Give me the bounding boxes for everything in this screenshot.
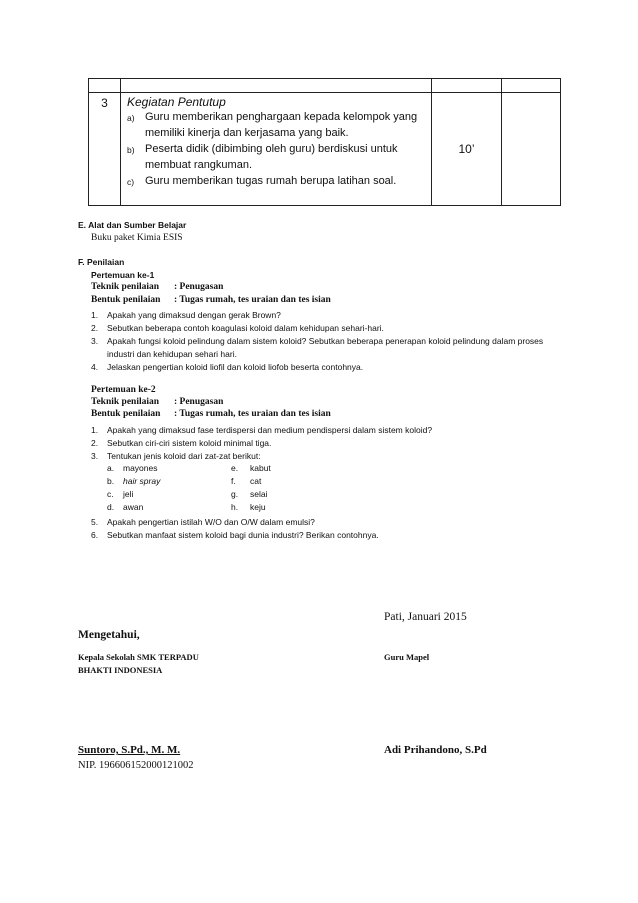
substance-letter: g. — [231, 489, 239, 499]
question-item — [91, 335, 561, 361]
substance-letter: h. — [231, 502, 239, 512]
activity-cell — [121, 93, 432, 206]
table-header-cell — [121, 79, 432, 93]
substance-letter: a. — [107, 463, 115, 473]
substance-letter: b. — [107, 476, 115, 486]
table-header-cell — [89, 79, 121, 93]
notes-cell — [502, 93, 561, 206]
meeting1-technique-label: Teknik penilaian — [91, 282, 160, 292]
meeting2-form-value: : Tugas rumah, tes uraian dan tes isian — [174, 409, 331, 419]
place-date: Pati, Januari 2015 — [384, 611, 467, 623]
substance-letter: f. — [231, 476, 236, 486]
question-number: 2. — [91, 323, 99, 333]
substance-name: jeli — [123, 489, 134, 499]
question-item — [91, 516, 561, 529]
substance-name: hair spray — [123, 476, 161, 486]
time-cell: 10’ — [432, 93, 502, 206]
meeting2-form-label: Bentuk penilaian — [91, 409, 161, 419]
meeting2-title: Pertemuan ke-2 — [91, 385, 156, 395]
question-number: 3. — [91, 451, 99, 461]
activity-item — [127, 142, 423, 173]
activity-text: Peserta didik (dibimbing oleh guru) berdiskusi untuk membuat rangkuman. — [145, 143, 398, 171]
question-text: Apakah fungsi koloid pelindung dalam sistem koloid? Sebutkan beberapa penerapan koloid pelindung dalam proses industri dan kehidupan sehari hari. — [107, 336, 544, 359]
activity-letter: b) — [127, 145, 135, 155]
question-text: Apakah yang dimaksud fase terdispersi dan medium pendispersi dalam sistem koloid? — [107, 425, 433, 435]
principal-nip: NIP. 196606152000121002 — [78, 760, 194, 771]
question-item — [91, 322, 561, 335]
meeting1-title: Pertemuan ke-1 — [91, 270, 155, 280]
question-text: Sebutkan ciri-ciri sistem koloid minimal tiga. — [107, 438, 272, 448]
meeting1-technique-value: : Penugasan — [174, 282, 224, 292]
row-number: 3 — [89, 93, 121, 206]
activity-letter: c) — [127, 177, 135, 187]
acknowledged-label: Mengetahui, — [78, 629, 140, 641]
question-item — [91, 361, 561, 374]
question-number: 1. — [91, 425, 99, 435]
question-text: Sebutkan beberapa contoh koagulasi koloid dalam kehidupan sehari-hari. — [107, 323, 384, 333]
table-header-cell — [432, 79, 502, 93]
question-number: 5. — [91, 517, 99, 527]
question-item — [91, 309, 561, 322]
activity-text: Guru memberikan penghargaan kepada kelompok yang memiliki kinerja dan kerjasama yang baik. — [145, 111, 418, 139]
section-e-heading: E. Alat dan Sumber Belajar — [78, 220, 187, 230]
substance-letter: c. — [107, 489, 114, 499]
substance-letter: e. — [231, 463, 239, 473]
substance-name: awan — [123, 502, 144, 512]
principal-role-line1: Kepala Sekolah SMK TERPADU — [78, 652, 199, 662]
substance-name: cat — [250, 476, 262, 486]
meeting1-form-value: : Tugas rumah, tes uraian dan tes isian — [174, 295, 331, 305]
teacher-role: Guru Mapel — [384, 652, 430, 662]
question-text: Jelaskan pengertian koloid liofil dan koloid liofob beserta contohnya. — [107, 362, 364, 372]
question-item — [91, 529, 561, 542]
teacher-name: Adi Prihandono, S.Pd — [384, 744, 487, 756]
meeting1-form-label: Bentuk penilaian — [91, 295, 161, 305]
question-number: 1. — [91, 310, 99, 320]
question-text: Tentukan jenis koloid dari zat-zat berikut: — [107, 451, 261, 461]
activity-text: Guru memberikan tugas rumah berupa latihan soal. — [145, 175, 397, 187]
question-text: Apakah yang dimaksud dengan gerak Brown? — [107, 310, 281, 320]
substance-name: kabut — [250, 463, 271, 473]
meeting2-technique-value: : Penugasan — [174, 397, 224, 407]
activity-table — [88, 78, 561, 206]
activity-item — [127, 174, 423, 190]
substance-name: mayones — [123, 463, 158, 473]
question-item — [91, 437, 561, 450]
principal-name: Suntoro, S.Pd., M. M. — [78, 744, 181, 756]
question-number: 6. — [91, 530, 99, 540]
substance-name: keju — [250, 502, 266, 512]
question-text: Sebutkan manfaat sistem koloid bagi dunia industri? Berikan contohnya. — [107, 530, 379, 540]
substance-name: selai — [250, 489, 268, 499]
activity-item — [127, 110, 423, 141]
principal-role-line2: BHAKTI INDONESIA — [78, 665, 163, 675]
question-text: Apakah pengertian istilah W/O dan O/W dalam emulsi? — [107, 517, 315, 527]
section-f-heading: F. Penilaian — [78, 257, 125, 267]
table-header-cell — [502, 79, 561, 93]
question-item — [91, 450, 561, 463]
question-number: 3. — [91, 336, 99, 346]
meeting2-technique-label: Teknik penilaian — [91, 397, 160, 407]
section-e-content: Buku paket Kimia ESIS — [91, 233, 183, 243]
activity-title: Kegiatan Pentutup — [127, 95, 226, 109]
substance-letter: d. — [107, 502, 115, 512]
question-number: 2. — [91, 438, 99, 448]
question-item — [91, 424, 561, 437]
activity-letter: a) — [127, 113, 135, 123]
question-number: 4. — [91, 362, 99, 372]
